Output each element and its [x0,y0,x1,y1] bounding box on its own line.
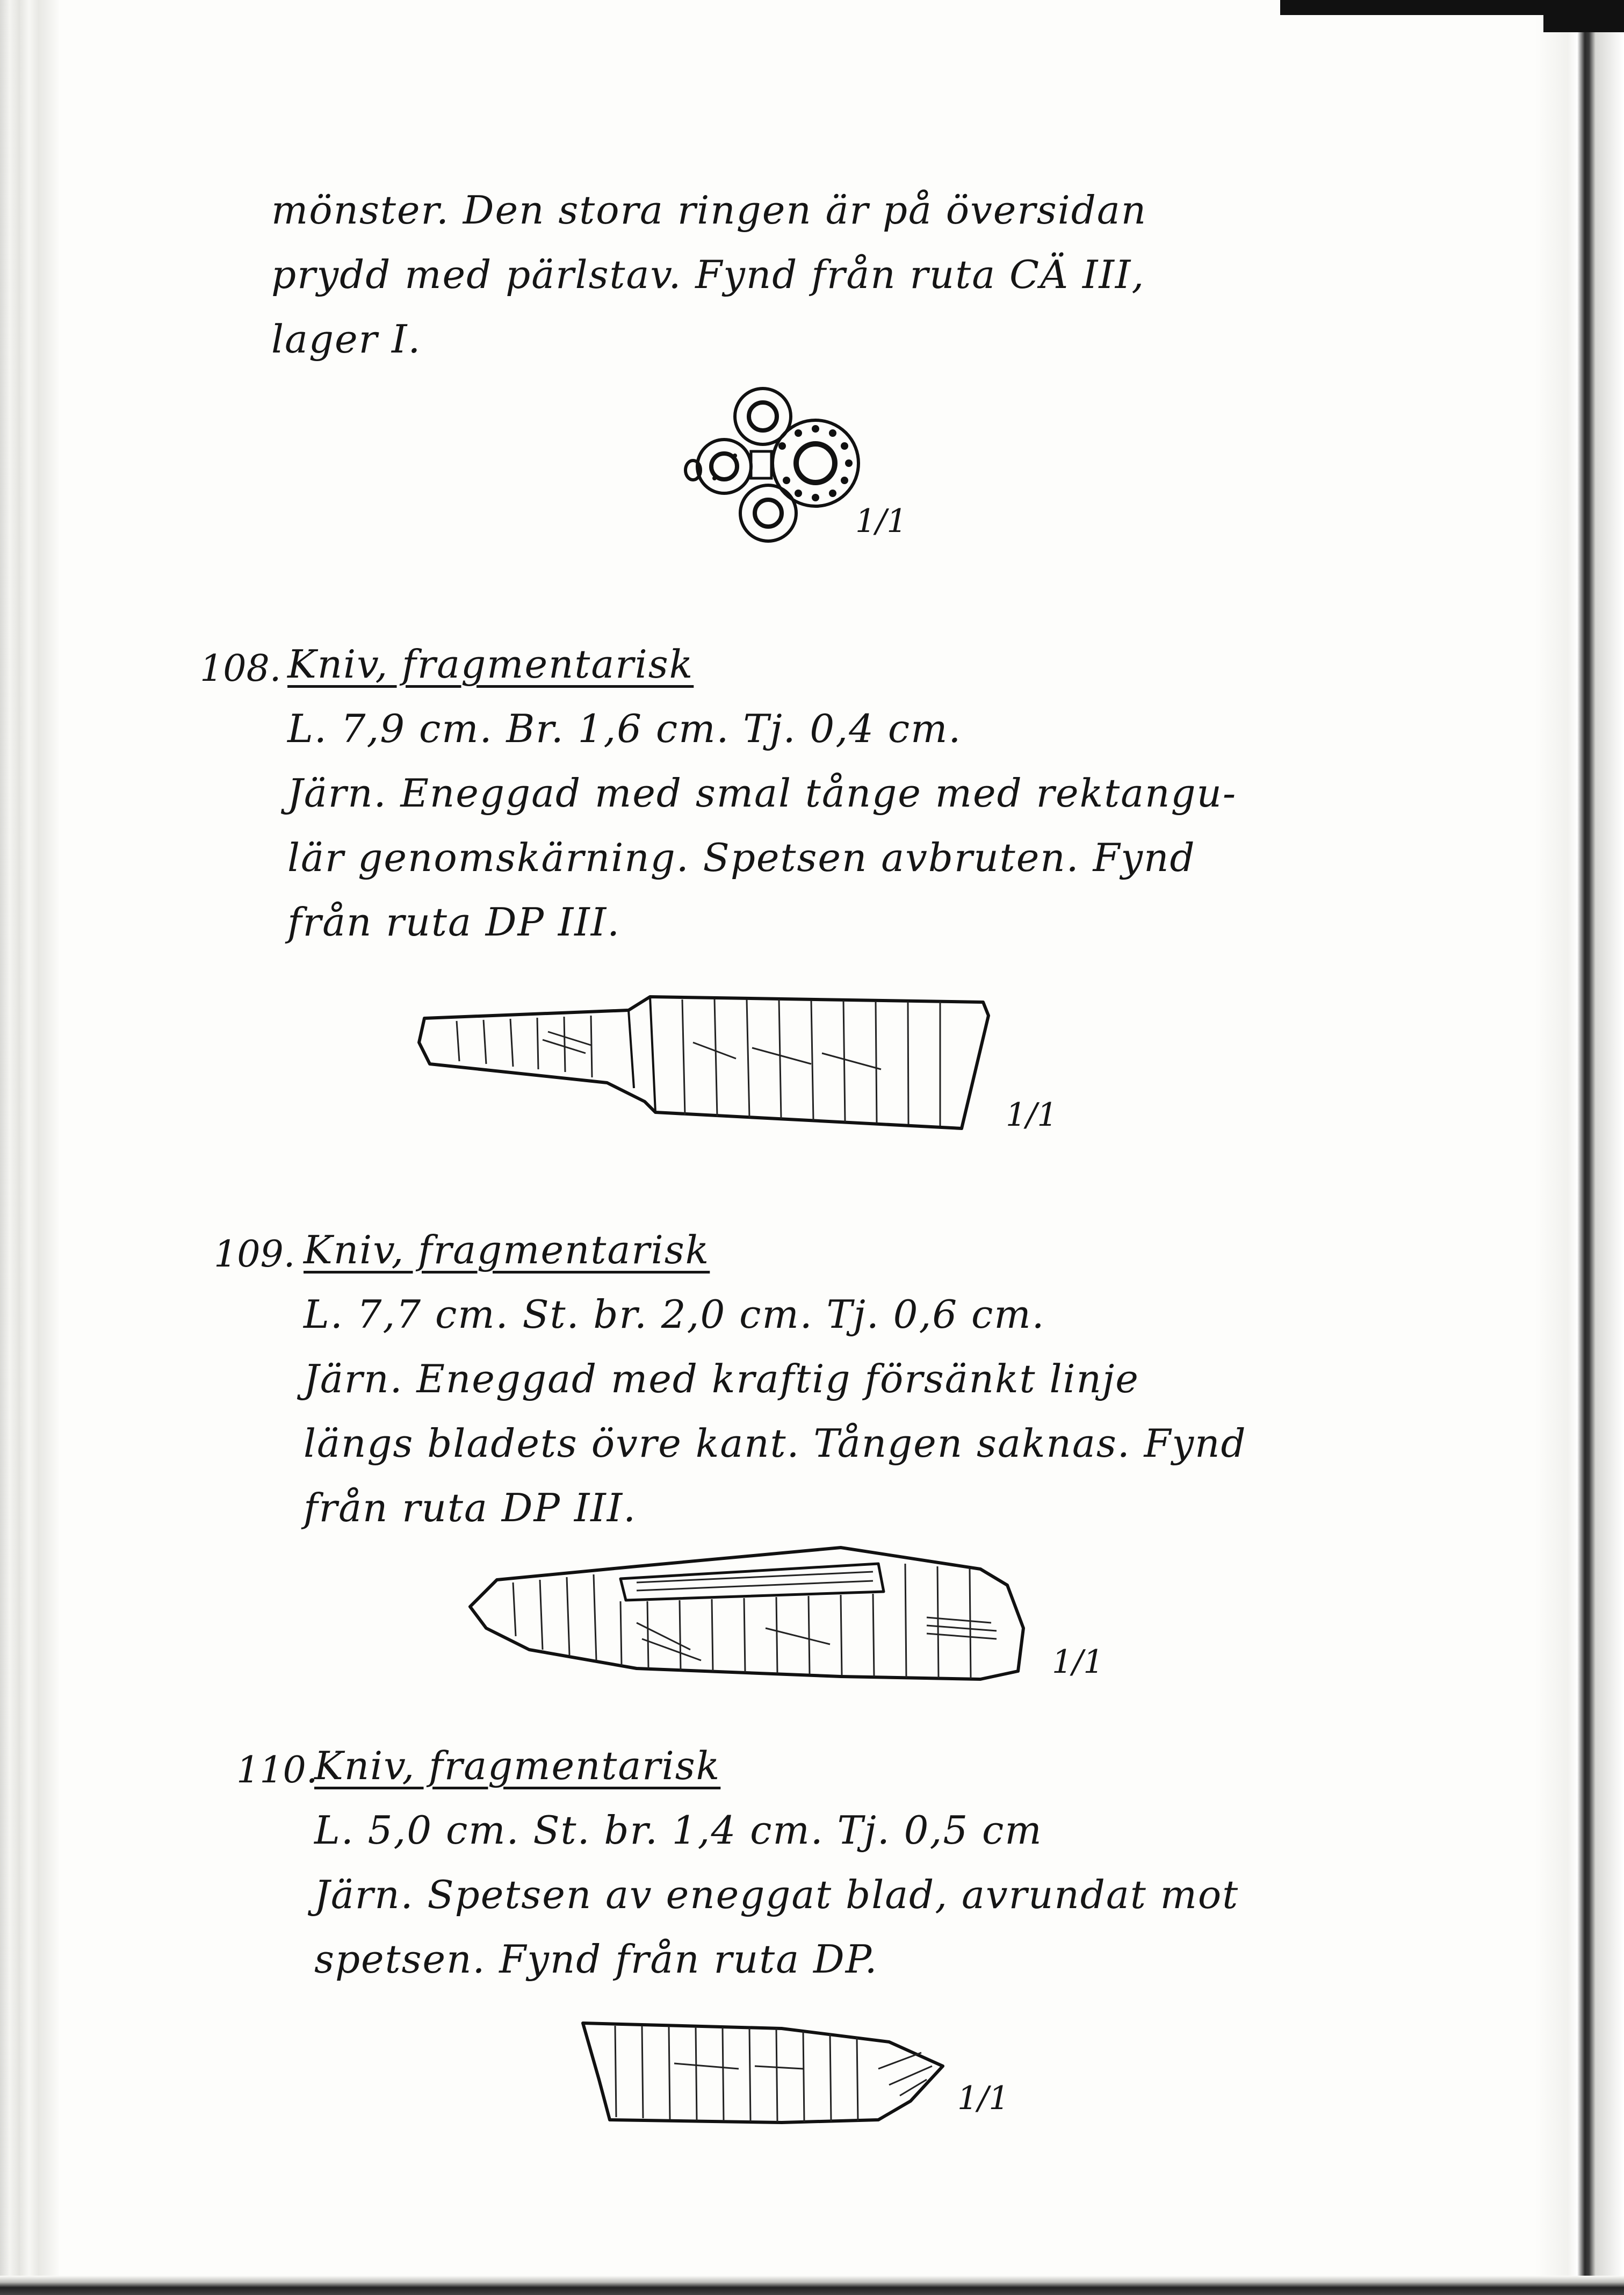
entry-108-line-2: lär genomskärning. Spetsen avbruten. Fynd [287,835,1196,880]
entry-109-line-3: från ruta DP III. [304,1485,637,1530]
knife-108-drawing [414,989,994,1139]
page-left-edge [0,0,59,2295]
entry-108-line-1: Järn. Eneggad med smal tånge med rektangu- [287,771,1237,816]
entry-109-line-1: Järn. Eneggad med kraftig försänkt linje [304,1356,1139,1401]
entry-number-108: 108. [200,648,282,690]
entry-108-line-3: från ruta DP III. [287,900,621,945]
intro-line-1: mönster. Den stora ringen är på översidan [271,188,1147,233]
page-top-corner [1543,0,1624,32]
page-right-edge [1535,0,1624,2295]
entry-title-109: Kniv, fragmentarisk [304,1227,710,1272]
entry-110-line-2: spetsen. Fynd från ruta DP. [314,1937,878,1982]
knife-109-drawing [465,1542,1034,1693]
entry-number-109: 109. [214,1233,295,1276]
scale-label-108: 1/1 [1006,1096,1058,1134]
scale-label-109: 1/1 [1052,1643,1104,1681]
intro-line-3: lager I. [271,316,422,362]
scale-label-ring: 1/1 [855,502,907,540]
page-bottom-edge [0,2276,1624,2295]
entry-110-line-1: Järn. Spetsen av eneggat blad, avrundat mot [314,1872,1239,1917]
knife-110-drawing [578,2015,954,2133]
entry-measures-110: L. 5,0 cm. St. br. 1,4 cm. Tj. 0,5 cm [314,1808,1043,1853]
entry-measures-108: L. 7,9 cm. Br. 1,6 cm. Tj. 0,4 cm. [287,706,962,751]
ring-mount-drawing [682,371,876,553]
entry-number-110: 110. [236,1749,318,1792]
entry-title-108: Kniv, fragmentarisk [287,642,694,687]
scale-label-110: 1/1 [957,2080,1009,2117]
entry-title-110: Kniv, fragmentarisk [314,1743,721,1788]
intro-line-2: prydd med pärlstav. Fynd från ruta CÄ III, [271,252,1145,297]
entry-109-line-2: längs bladets övre kant. Tången saknas. Fynd [304,1421,1247,1466]
entry-measures-109: L. 7,7 cm. St. br. 2,0 cm. Tj. 0,6 cm. [304,1292,1045,1337]
